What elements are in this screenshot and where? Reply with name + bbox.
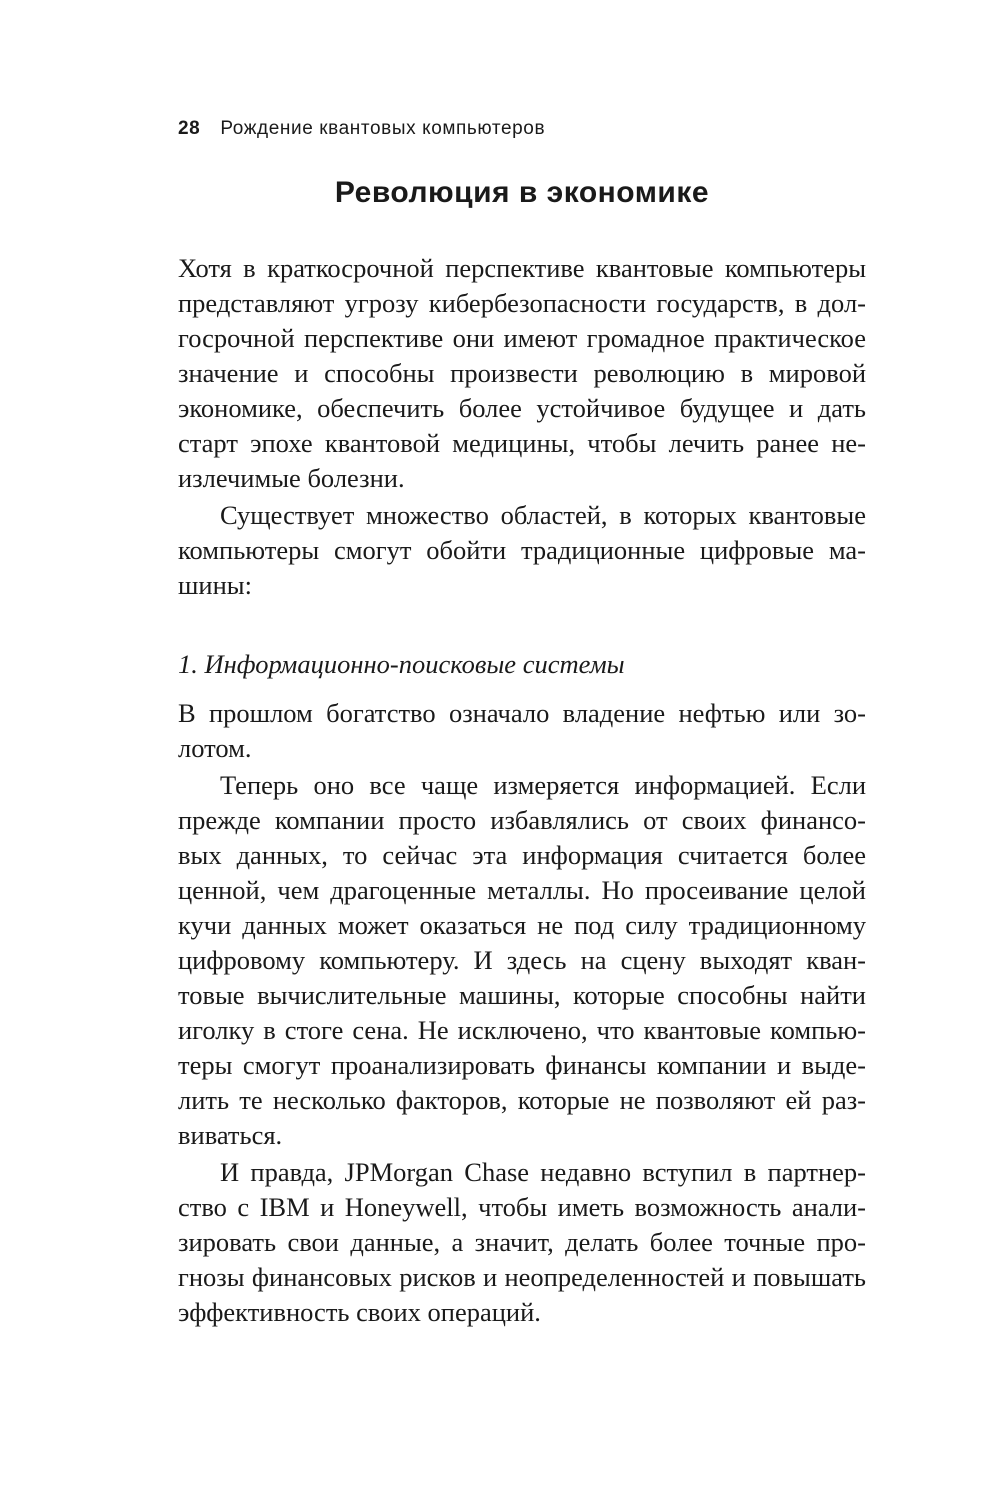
text-line: излечимые болезни. [178,463,405,493]
text-line: старт эпохе квантовой медицины, чтобы лечить ранее не- [178,428,866,458]
text-line: товые вычислительные машины, которые способны найти [178,980,866,1010]
subsection-heading: 1. Информационно-поисковые системы [178,649,625,679]
text-line: госрочной перспективе они имеют громадное практическое [178,323,866,353]
text-line: Существует множество областей, в которых квантовые [220,500,866,530]
text-line: представляют угрозу кибербезопасности государств, в дол- [178,288,866,318]
text-line: эффективность своих операций. [178,1297,541,1327]
text-line: Хотя в краткосрочной перспективе квантовые компьютеры [178,253,866,283]
text-line: прежде компании просто избавлялись от своих финансо- [178,805,866,835]
text-line: В прошлом богатство означало владение нефтью или зо- [178,698,866,728]
text-line: лить те несколько факторов, которые не позволяют ей раз- [178,1085,866,1115]
text-line: кучи данных может оказаться не под силу традиционному [178,910,866,940]
section-title: Революция в экономике [334,176,710,209]
text-line: компьютеры смогут обойти традиционные цифровые ма- [178,535,866,565]
text-line: Теперь оно все чаще измеряется информацией. Если [220,770,866,800]
text-line: значение и способны произвести революцию в мировой [178,358,866,388]
text-line: иголку в стоге сена. Не исключено, что квантовые компью- [178,1015,866,1045]
text-line: вых данных, то сейчас эта информация считается более [178,840,866,870]
text-line: зировать свои данные, а значит, делать более точные про- [178,1227,866,1257]
text-line: виваться. [178,1120,283,1150]
text-line: цифровому компьютеру. И здесь на сцену выходят кван- [178,945,866,975]
text-line: лотом. [178,733,252,763]
text-line: теры смогут проанализировать финансы компании и выде- [178,1050,866,1080]
running-title: Рождение квантовых компьютеров [220,118,546,139]
text-line: И правда, JPMorgan Chase недавно вступил в партнер- [220,1157,866,1187]
running-head [178,118,545,140]
text-line: гнозы финансовых рисков и неопределенностей и повышать [178,1262,866,1292]
page-number: 28 [178,118,201,139]
text-line: ценной, чем драгоценные металлы. Но просеивание целой [178,875,866,905]
text-line: ство с IBM и Honeywell, чтобы иметь возможность анали- [178,1192,866,1222]
text-line: экономике, обеспечить более устойчивое будущее и дать [178,393,866,423]
text-line: шины: [178,570,252,600]
